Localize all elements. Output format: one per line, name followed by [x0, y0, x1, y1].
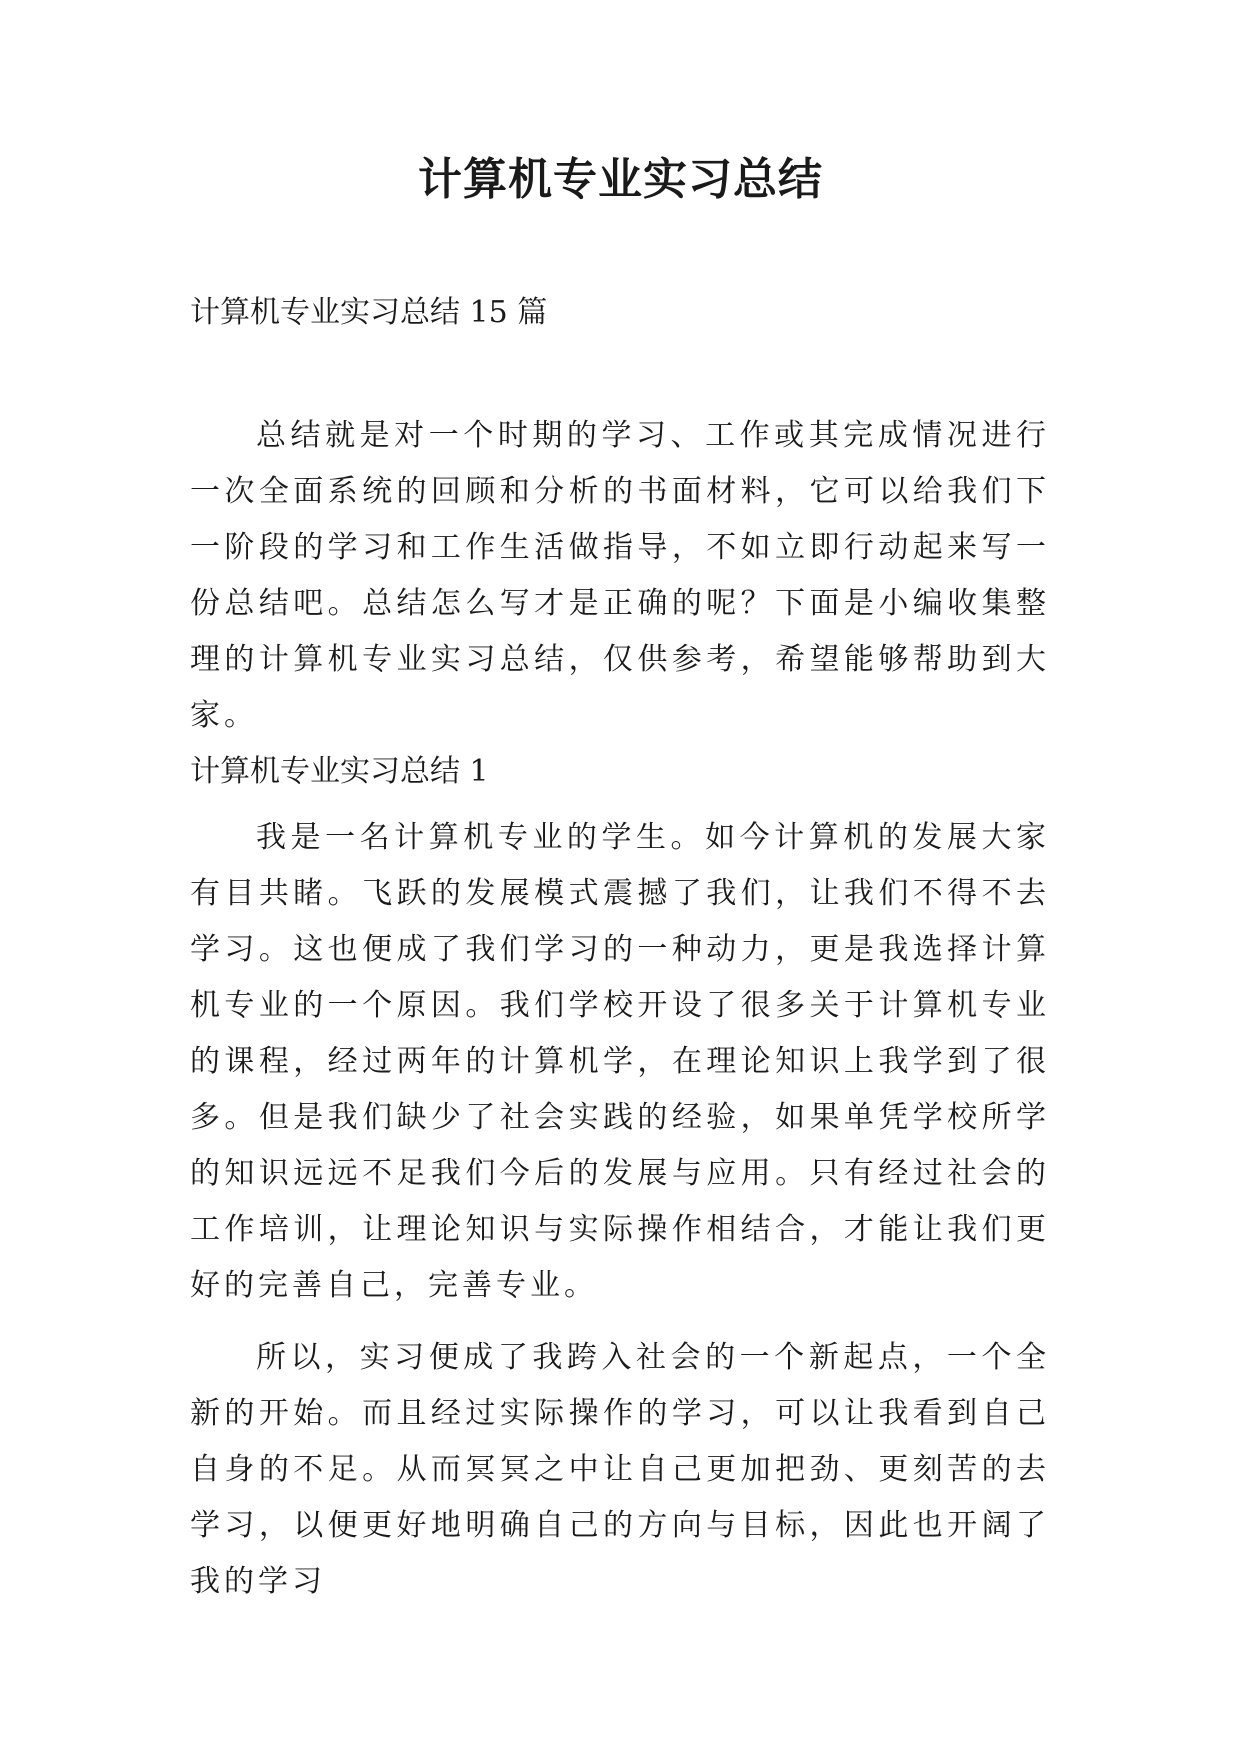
- document-subtitle: 计算机专业实习总结 15 篇: [190, 295, 548, 330]
- section-heading: 计算机专业实习总结 1: [190, 754, 489, 789]
- body-paragraph-2: 所以，实习便成了我跨入社会的一个新起点，一个全新的开始。而且经过实际操作的学习，可以让我看到自己自身的不足。从而冥冥之中让自己更加把劲、更刻苦的去学习，以便更好地明确自己的方向与目标，因此也开阔了我的学习: [190, 1340, 1050, 1599]
- document-title: 计算机专业实习总结: [418, 154, 823, 205]
- intro-paragraph: 总结就是对一个时期的学习、工作或其完成情况进行一次全面系统的回顾和分析的书面材料，它可以给我们下一阶段的学习和工作生活做指导，不如立即行动起来写一份总结吧。总结怎么写才是正确的呢？下面是小编收集整理的计算机专业实习总结，仅供参考，希望能够帮助到大家。: [190, 418, 1050, 733]
- body-paragraph-1: 我是一名计算机专业的学生。如今计算机的发展大家有目共睹。飞跃的发展模式震撼了我们，让我们不得不去学习。这也便成了我们学习的一种动力，更是我选择计算机专业的一个原因。我们学校开设了很多关于计算机专业的课程，经过两年的计算机学，在理论知识上我学到了很多。但是我们缺少了社会实践的经验，如果单凭学校所学的知识远远不足我们今后的发展与应用。只有经过社会的工作培训，让理论知识与实际操作相结合，才能让我们更好的完善自己，完善专业。: [190, 820, 1050, 1303]
